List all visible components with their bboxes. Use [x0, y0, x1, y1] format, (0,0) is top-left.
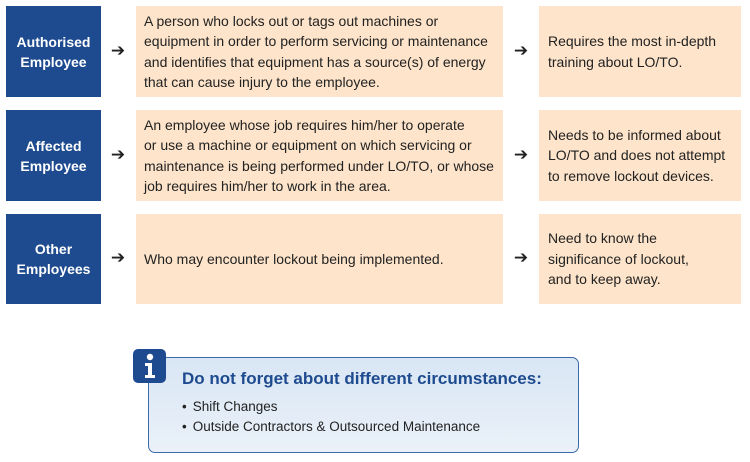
- arrow-right-icon: ➔: [110, 41, 126, 60]
- role-label-authorised-employee: Authorised Employee: [6, 6, 101, 97]
- info-icon: [133, 349, 166, 383]
- arrow-right-icon: ➔: [110, 248, 126, 267]
- role-requirement-other-employees: Need to know the significance of lockout, and to keep away.: [539, 214, 741, 304]
- list-item: • Shift Changes: [182, 397, 480, 417]
- arrow-right-icon: ➔: [513, 145, 529, 164]
- arrow-right-icon: ➔: [110, 145, 126, 164]
- arrow-right-icon: ➔: [513, 41, 529, 60]
- arrow-right-icon: ➔: [513, 248, 529, 267]
- role-description-other-employees: Who may encounter lockout being implemented.: [136, 214, 503, 304]
- role-description-authorised-employee: A person who locks out or tags out machines or equipment in order to perform servicing or maintenance and identifies that equipment has a source(s) of energy that can cause injury to the employee.: [136, 6, 503, 97]
- role-description-affected-employee: An employee whose job requires him/her to operate or use a machine or equipment on which servicing or maintenance is being performed under LO/TO, or whose job requires him/her to work in the area.: [136, 110, 503, 201]
- info-title: Do not forget about different circumstances:: [182, 369, 542, 388]
- role-requirement-authorised-employee: Requires the most in-depth training about LO/TO.: [539, 6, 741, 97]
- info-glyph: [143, 353, 157, 379]
- list-item: • Outside Contractors & Outsourced Maintenance: [182, 417, 480, 437]
- role-requirement-affected-employee: Needs to be informed about LO/TO and does not attempt to remove lockout devices.: [539, 110, 741, 201]
- role-label-other-employees: Other Employees: [6, 214, 101, 304]
- circumstances-list: [182, 397, 480, 437]
- role-label-affected-employee: Affected Employee: [6, 110, 101, 201]
